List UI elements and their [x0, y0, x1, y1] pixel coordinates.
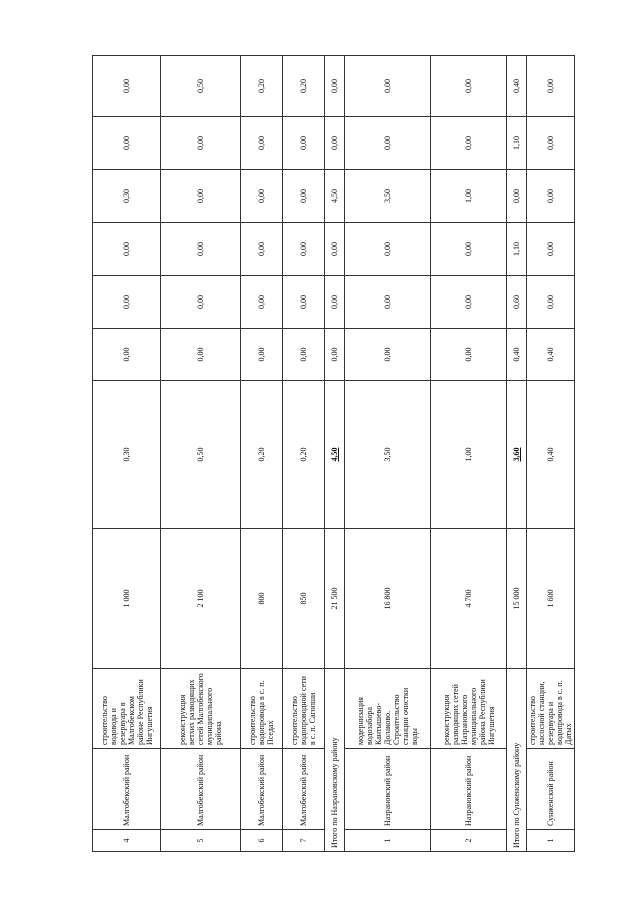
capacity-value: 800 — [241, 529, 283, 669]
funding-value: 0,00 — [241, 276, 283, 329]
funding-value: 0,00 — [161, 170, 241, 223]
funding-value: 0,00 — [527, 223, 575, 276]
project-description: реконструкция разводящих сетей Назрановского муниципального района Республики Ингушетия — [431, 669, 507, 749]
table-row — [241, 56, 283, 852]
funding-value: 0,00 — [93, 117, 161, 170]
funding-value: 0,00 — [325, 56, 345, 117]
funding-value: 1,10 — [507, 223, 527, 276]
district-name: Назрановский район — [345, 749, 431, 830]
funding-value: 0,00 — [283, 276, 325, 329]
funding-value: 0,00 — [161, 117, 241, 170]
funding-value: 0,00 — [161, 329, 241, 381]
rotated-page — [92, 56, 573, 852]
funding-value: 0,00 — [283, 223, 325, 276]
funding-value: 0,00 — [93, 223, 161, 276]
funding-value: 0,30 — [93, 170, 161, 223]
funding-value: 0,50 — [161, 56, 241, 117]
funding-value: 0,00 — [431, 329, 507, 381]
funding-value: 0,00 — [431, 223, 507, 276]
funding-value: 0,00 — [93, 329, 161, 381]
table-row — [161, 56, 241, 852]
funding-value: 0,30 — [93, 381, 161, 529]
funding-value: 0,00 — [93, 56, 161, 117]
capacity-value: 15 000 — [507, 529, 527, 669]
district-name: Малгобекский район — [161, 749, 241, 830]
capacity-value: 1 600 — [527, 529, 575, 669]
funding-value: 3,60 — [507, 381, 527, 529]
district-name: Малгобекский район — [93, 749, 161, 830]
district-name: Сунженский район — [527, 749, 575, 830]
funding-value: 1,00 — [431, 381, 507, 529]
funding-value: 1,00 — [431, 170, 507, 223]
row-number: 6 — [241, 830, 283, 852]
row-number: 1 — [345, 830, 431, 852]
row-number: 1 — [527, 830, 575, 852]
funding-value: 0,00 — [527, 56, 575, 117]
total-label: Итого по Назрановскому району — [325, 669, 345, 852]
project-description: строительство насосной станции, резервуара и водопровода в с. п. Датых — [527, 669, 575, 749]
funding-value: 0,60 — [507, 276, 527, 329]
row-number: 2 — [431, 830, 507, 852]
funding-value: 0,00 — [283, 170, 325, 223]
funding-value: 4,50 — [325, 381, 345, 529]
funding-value: 0,00 — [161, 276, 241, 329]
row-number: 5 — [161, 830, 241, 852]
funding-value: 0,00 — [241, 223, 283, 276]
funding-value: 0,00 — [241, 117, 283, 170]
funding-value: 0,40 — [527, 381, 575, 529]
table-row — [345, 56, 431, 852]
funding-value: 0,50 — [161, 381, 241, 529]
table-total-row — [325, 56, 345, 852]
project-description: модернизация водозабора Кантышево-Долаково. Строительство станции очистки воды — [345, 669, 431, 749]
funding-value: 0,00 — [93, 276, 161, 329]
capacity-value: 2 100 — [161, 529, 241, 669]
table-row — [431, 56, 507, 852]
funding-value: 4,50 — [325, 170, 345, 223]
funding-value: 0,40 — [507, 329, 527, 381]
table-row — [93, 56, 161, 852]
funding-value: 0,40 — [527, 329, 575, 381]
funding-value: 0,00 — [161, 223, 241, 276]
funding-table — [92, 55, 575, 852]
row-number: 4 — [93, 830, 161, 852]
funding-value: 0,40 — [507, 56, 527, 117]
table-row — [283, 56, 325, 852]
capacity-value: 1 000 — [93, 529, 161, 669]
funding-value: 0,00 — [507, 170, 527, 223]
funding-value: 0,00 — [283, 329, 325, 381]
project-description: строительство водопровода в с. п. Пседах — [241, 669, 283, 749]
funding-value: 0,00 — [527, 276, 575, 329]
funding-value: 0,00 — [345, 276, 431, 329]
funding-value: 0,00 — [283, 117, 325, 170]
funding-value: 0,00 — [431, 56, 507, 117]
funding-value: 0,00 — [345, 329, 431, 381]
funding-value: 0,00 — [325, 117, 345, 170]
district-name: Малгобекский район — [241, 749, 283, 830]
funding-value: 0,20 — [283, 56, 325, 117]
funding-value: 0,20 — [283, 381, 325, 529]
funding-value: 3,50 — [345, 381, 431, 529]
row-number: 7 — [283, 830, 325, 852]
capacity-value: 850 — [283, 529, 325, 669]
funding-value: 0,00 — [325, 329, 345, 381]
district-name: Малгобекский район — [283, 749, 325, 830]
funding-value: 0,20 — [241, 56, 283, 117]
funding-value: 0,00 — [345, 223, 431, 276]
funding-value: 0,00 — [241, 170, 283, 223]
total-label: Итого по Сунженскому району — [507, 669, 527, 852]
funding-value: 0,00 — [345, 56, 431, 117]
project-description: строительство водовода и резервуара в Малгобекском районе Республики Ингушетия — [93, 669, 161, 749]
funding-value: 0,00 — [345, 117, 431, 170]
funding-value: 1,10 — [507, 117, 527, 170]
district-name: Назрановский район — [431, 749, 507, 830]
funding-value: 0,20 — [241, 381, 283, 529]
project-description: строительство водопроводной сети в с. п. Сагопши — [283, 669, 325, 749]
funding-value: 0,00 — [325, 276, 345, 329]
capacity-value: 4 700 — [431, 529, 507, 669]
funding-value: 0,00 — [431, 276, 507, 329]
table-row — [527, 56, 575, 852]
funding-value: 3,50 — [345, 170, 431, 223]
funding-value: 0,00 — [527, 117, 575, 170]
table-total-row — [507, 56, 527, 852]
funding-value: 0,00 — [241, 329, 283, 381]
capacity-value: 21 500 — [325, 529, 345, 669]
funding-value: 0,00 — [325, 223, 345, 276]
funding-value: 0,00 — [527, 170, 575, 223]
capacity-value: 16 800 — [345, 529, 431, 669]
project-description: реконструкция ветхих разводящих сетей Малгобекского муниципального района — [161, 669, 241, 749]
funding-value: 0,00 — [431, 117, 507, 170]
